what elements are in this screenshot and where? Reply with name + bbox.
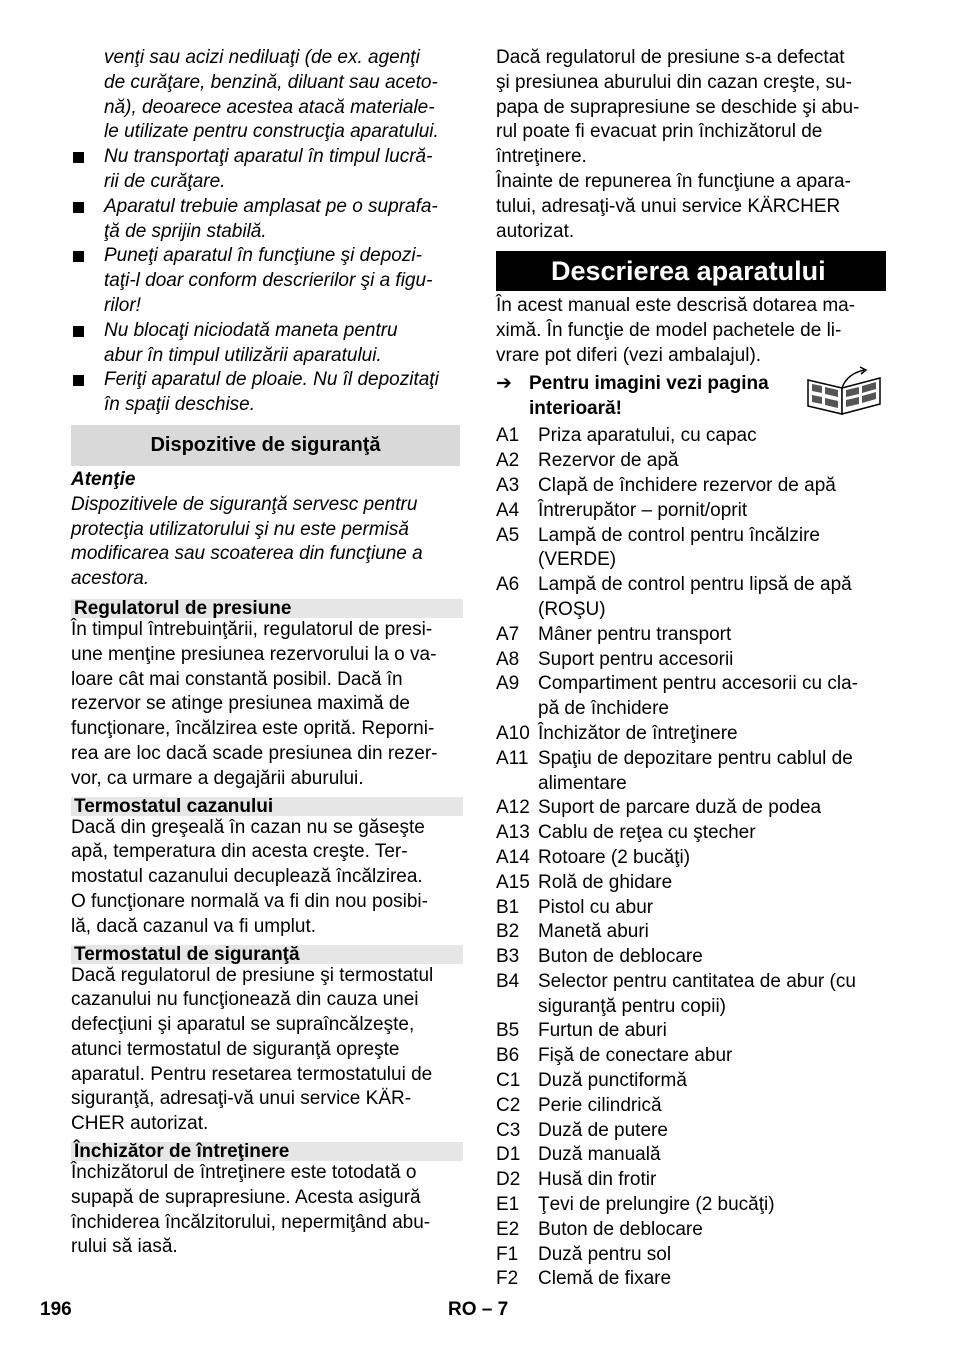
item-label: Pistol cu abur <box>538 896 654 918</box>
list-item <box>496 672 886 722</box>
item-code: C3 <box>496 1119 521 1141</box>
list-item <box>496 821 886 846</box>
item-label: Manetă aburi <box>538 921 649 943</box>
bullet-item <box>71 319 460 369</box>
item-code: D2 <box>496 1169 521 1191</box>
text-line: în spaţii deschise. <box>104 394 256 416</box>
item-label: Furtun de aburi <box>538 1020 667 1042</box>
square-bullet-icon <box>73 251 84 262</box>
list-item <box>496 474 886 499</box>
bullet-item <box>71 368 460 418</box>
list-item <box>496 499 886 524</box>
text-line: Înainte de repunerea în funcţiune a apara- <box>496 170 851 192</box>
text-line: de curăţare, benzină, diluant sau aceto- <box>104 71 438 93</box>
item-code: A2 <box>496 450 520 472</box>
item-label: Închizător de întreţinere <box>538 722 738 744</box>
image-reference-note <box>496 372 886 422</box>
item-code: A13 <box>496 822 530 844</box>
text-line: nă), deoarece acestea atacă materiale- <box>104 96 435 118</box>
item-code: A14 <box>496 846 530 868</box>
page-number: 196 <box>40 1299 72 1320</box>
item-code: A15 <box>496 871 530 893</box>
item-label: pă de închidere <box>538 698 669 720</box>
text-line: Dacă din greşeală în cazan nu se găseşte <box>71 816 425 838</box>
text-line: Aparatul trebuie amplasat pe o suprafa- <box>104 195 438 217</box>
text-line: ţă de sprijin stabilă. <box>104 220 267 242</box>
item-label: Priza aparatului, cu capac <box>538 425 757 447</box>
right-column <box>496 46 886 1292</box>
square-bullet-icon <box>73 375 84 386</box>
item-label: Selector pentru cantitatea de abur (cu <box>538 970 856 992</box>
list-item <box>496 1143 886 1168</box>
list-item <box>496 1119 886 1144</box>
text-line: loare cât mai constantă posibil. Dacă în <box>71 668 403 690</box>
list-item <box>496 1069 886 1094</box>
text-line: modificarea sau scoaterea din funcţiune a <box>71 543 423 565</box>
item-label: Duză manuală <box>538 1144 661 1166</box>
item-code: E2 <box>496 1218 520 1240</box>
list-item <box>496 449 886 474</box>
text-line: cazanului nu funcţionează din cauza unei <box>71 989 419 1011</box>
list-item <box>496 623 886 648</box>
text-line: vor, ca urmare a degajării aburului. <box>71 767 364 789</box>
item-code: F2 <box>496 1268 519 1290</box>
subsection-heading: Termostatul de siguranţă <box>71 945 463 964</box>
list-item <box>496 747 886 797</box>
item-code: E1 <box>496 1194 520 1216</box>
text-line: Dacă regulatorul de presiune şi termostatul <box>71 964 434 986</box>
left-column <box>71 46 460 1260</box>
item-code: A4 <box>496 499 520 521</box>
text-line: vrare pot diferi (vezi ambalajul). <box>496 344 762 366</box>
subsection-paragraph <box>71 964 460 1138</box>
list-item <box>496 796 886 821</box>
list-item <box>496 1168 886 1193</box>
item-code: A7 <box>496 623 520 645</box>
square-bullet-icon <box>73 326 84 337</box>
item-label: Spaţiu de depozitare pentru cablul de <box>538 747 853 769</box>
text-line: rului să iasă. <box>71 1236 178 1258</box>
item-label: alimentare <box>538 772 627 794</box>
text-line: taţi-l doar conform descrierilor şi a figu- <box>104 270 433 292</box>
item-code: C1 <box>496 1070 521 1092</box>
text-line: În acest manual este descrisă dotarea ma- <box>496 295 856 317</box>
text-line: În timpul întrebuinţării, regulatorul de presi- <box>71 618 433 640</box>
list-item <box>496 524 886 574</box>
text-line: defecţiuni şi aparatul se supraîncălzeşte, <box>71 1014 415 1036</box>
text-line: Feriţi aparatul de ploaie. Nu îl depozitaţi <box>104 369 439 391</box>
text-line: lă, dacă cazanul va fi umplut. <box>71 915 317 937</box>
item-label: Lampă de control pentru încălzire <box>538 524 820 546</box>
item-label: (VERDE) <box>538 549 617 571</box>
section-indicator: RO – 7 <box>448 1299 509 1320</box>
item-code: B1 <box>496 896 520 918</box>
text-line: venţi sau acizi nediluaţi (de ex. agenţi <box>104 47 420 68</box>
text-line: rea are loc dacă scade presiunea din rezer- <box>71 742 438 764</box>
subsection-heading: Închizător de întreţinere <box>71 1142 463 1161</box>
item-code: A12 <box>496 797 530 819</box>
text-line: Dispozitivele de siguranţă servesc pentru <box>71 493 418 515</box>
item-label: Duză pentru sol <box>538 1243 672 1265</box>
text-line: rilor! <box>104 294 141 316</box>
item-code: D1 <box>496 1144 521 1166</box>
text-line: rezervor se atinge presiunea maximă de <box>71 693 411 715</box>
text-line: rul poate fi evacuat prin închizătorul de <box>496 121 823 143</box>
item-label: Compartiment pentru accesorii cu cla- <box>538 673 858 695</box>
text-line: abur în timpul utilizării aparatului. <box>104 344 382 366</box>
item-label: Mâner pentru transport <box>538 623 732 645</box>
item-label: Rolă de ghidare <box>538 871 673 893</box>
item-label: Suport pentru accesorii <box>538 648 734 670</box>
item-code: A6 <box>496 574 520 596</box>
item-label: Fişă de conectare abur <box>538 1045 733 1067</box>
item-code: A10 <box>496 722 530 744</box>
bullet-item <box>71 244 460 318</box>
square-bullet-icon <box>73 202 84 213</box>
item-code: B5 <box>496 1020 520 1042</box>
component-list <box>496 424 886 1292</box>
item-label: Rezervor de apă <box>538 450 679 472</box>
square-bullet-icon <box>73 152 84 163</box>
text-line: Dacă regulatorul de presiune s-a defectat <box>496 47 845 68</box>
bullet-item <box>71 145 460 195</box>
list-item <box>496 846 886 871</box>
intro-paragraph <box>71 46 460 145</box>
item-code: A3 <box>496 474 520 496</box>
item-label: Duză punctiformă <box>538 1070 687 1092</box>
item-label: Duză de putere <box>538 1119 668 1141</box>
item-code: A1 <box>496 425 520 447</box>
bullet-item <box>71 195 460 245</box>
text-line: funcţionare, încălzirea este oprită. Reporni- <box>71 718 435 740</box>
arrow-right-icon: ➔ <box>496 372 512 394</box>
item-label: Lampă de control pentru lipsă de apă <box>538 574 852 596</box>
attention-heading: Atenţie <box>71 468 136 490</box>
subsection-paragraph <box>71 1161 460 1260</box>
item-label: siguranţă pentru copii) <box>538 995 726 1017</box>
text-line: tului, adresaţi-vă unui service KÄRCHER <box>496 195 841 217</box>
list-item <box>496 871 886 896</box>
item-label: Clapă de închidere rezervor de apă <box>538 474 836 496</box>
item-code: B4 <box>496 970 520 992</box>
text-line: interioară! <box>529 397 622 419</box>
list-item <box>496 424 886 449</box>
item-label: Buton de deblocare <box>538 946 703 968</box>
list-item <box>496 1044 886 1069</box>
item-label: Rotoare (2 bucăţi) <box>538 846 691 868</box>
list-item <box>496 1243 886 1268</box>
intro-paragraph <box>496 46 886 244</box>
attention-paragraph <box>71 493 460 592</box>
item-label: Cablu de reţea cu ştecher <box>538 822 756 844</box>
text-line: aparatul. Pentru resetarea termostatului de <box>71 1063 433 1085</box>
item-code: B6 <box>496 1045 520 1067</box>
item-code: A5 <box>496 524 520 546</box>
text-line: atunci termostatul de siguranţă opreşte <box>71 1038 400 1060</box>
text-line: une menţine presiunea rezervorului la o va- <box>71 643 437 665</box>
item-label: Întrerupător – pornit/oprit <box>538 499 748 521</box>
item-label: Ţevi de prelungire (2 bucăţi) <box>538 1194 775 1216</box>
item-code: B2 <box>496 921 520 943</box>
section-heading: Descrierea aparatului <box>496 251 886 291</box>
item-code: F1 <box>496 1243 519 1265</box>
text-line: siguranţă, adresaţi-vă unui service KÄR- <box>71 1088 412 1110</box>
text-line: Închizătorul de întreţinere este totodată o <box>71 1162 417 1184</box>
text-line: Puneţi aparatul în funcţiune şi depozi- <box>104 245 422 267</box>
text-line: Pentru imagini vezi pagina <box>529 372 769 394</box>
list-item <box>496 648 886 673</box>
text-line: apă, temperatura din acesta creşte. Ter- <box>71 841 408 863</box>
item-label: Clemă de fixare <box>538 1268 672 1290</box>
text-line: Nu blocaţi niciodată maneta pentru <box>104 319 398 341</box>
text-line: papa de suprapresiune se deschide şi abu- <box>496 96 860 118</box>
list-item <box>496 1267 886 1292</box>
list-item <box>496 1019 886 1044</box>
text-line: CHER autorizat. <box>71 1113 209 1135</box>
text-line: închiderea încălzitorului, nepermiţând abu- <box>71 1211 431 1233</box>
item-code: B3 <box>496 946 520 968</box>
text-line: autorizat. <box>496 220 575 242</box>
section-heading: Dispozitive de siguranţă <box>71 425 460 466</box>
list-item <box>496 970 886 1020</box>
item-label: Perie cilindrică <box>538 1094 662 1116</box>
list-item <box>496 1094 886 1119</box>
list-item <box>496 920 886 945</box>
list-item <box>496 1193 886 1218</box>
item-label: Suport de parcare duză de podea <box>538 797 822 819</box>
item-label: (ROŞU) <box>538 598 606 620</box>
text-line: ximă. În funcţie de model pachetele de li- <box>496 320 842 342</box>
text-line: rii de curăţare. <box>104 170 226 192</box>
list-item <box>496 945 886 970</box>
text-line: mostatul cazanului decuplează încălzirea. <box>71 866 423 888</box>
text-line: supapă de suprapresiune. Acesta asigură <box>71 1186 421 1208</box>
subsection-heading: Regulatorul de presiune <box>71 599 463 618</box>
list-item <box>496 573 886 623</box>
item-code: A11 <box>496 747 529 769</box>
subsection-paragraph <box>71 816 460 940</box>
text-line: Nu transportaţi aparatul în timpul lucră- <box>104 146 433 168</box>
item-code: A8 <box>496 648 520 670</box>
book-icon <box>804 366 884 418</box>
item-code: C2 <box>496 1094 521 1116</box>
text-line: şi presiunea aburului din cazan creşte, su- <box>496 71 852 93</box>
item-label: Buton de deblocare <box>538 1218 703 1240</box>
subsection-paragraph <box>71 618 460 792</box>
item-label: Husă din frotir <box>538 1169 657 1191</box>
text-line: întreţinere. <box>496 146 587 168</box>
list-item <box>496 896 886 921</box>
subsection-heading: Termostatul cazanului <box>71 797 463 816</box>
text-line: le utilizate pentru construcţia aparatului. <box>104 121 439 143</box>
description-paragraph <box>496 294 886 368</box>
text-line: acestora. <box>71 568 150 590</box>
text-line: protecţia utilizatorului şi nu este permisă <box>71 518 409 540</box>
text-line: O funcţionare normală va fi din nou posibi- <box>71 890 428 912</box>
list-item <box>496 1218 886 1243</box>
item-code: A9 <box>496 673 520 695</box>
list-item <box>496 722 886 747</box>
